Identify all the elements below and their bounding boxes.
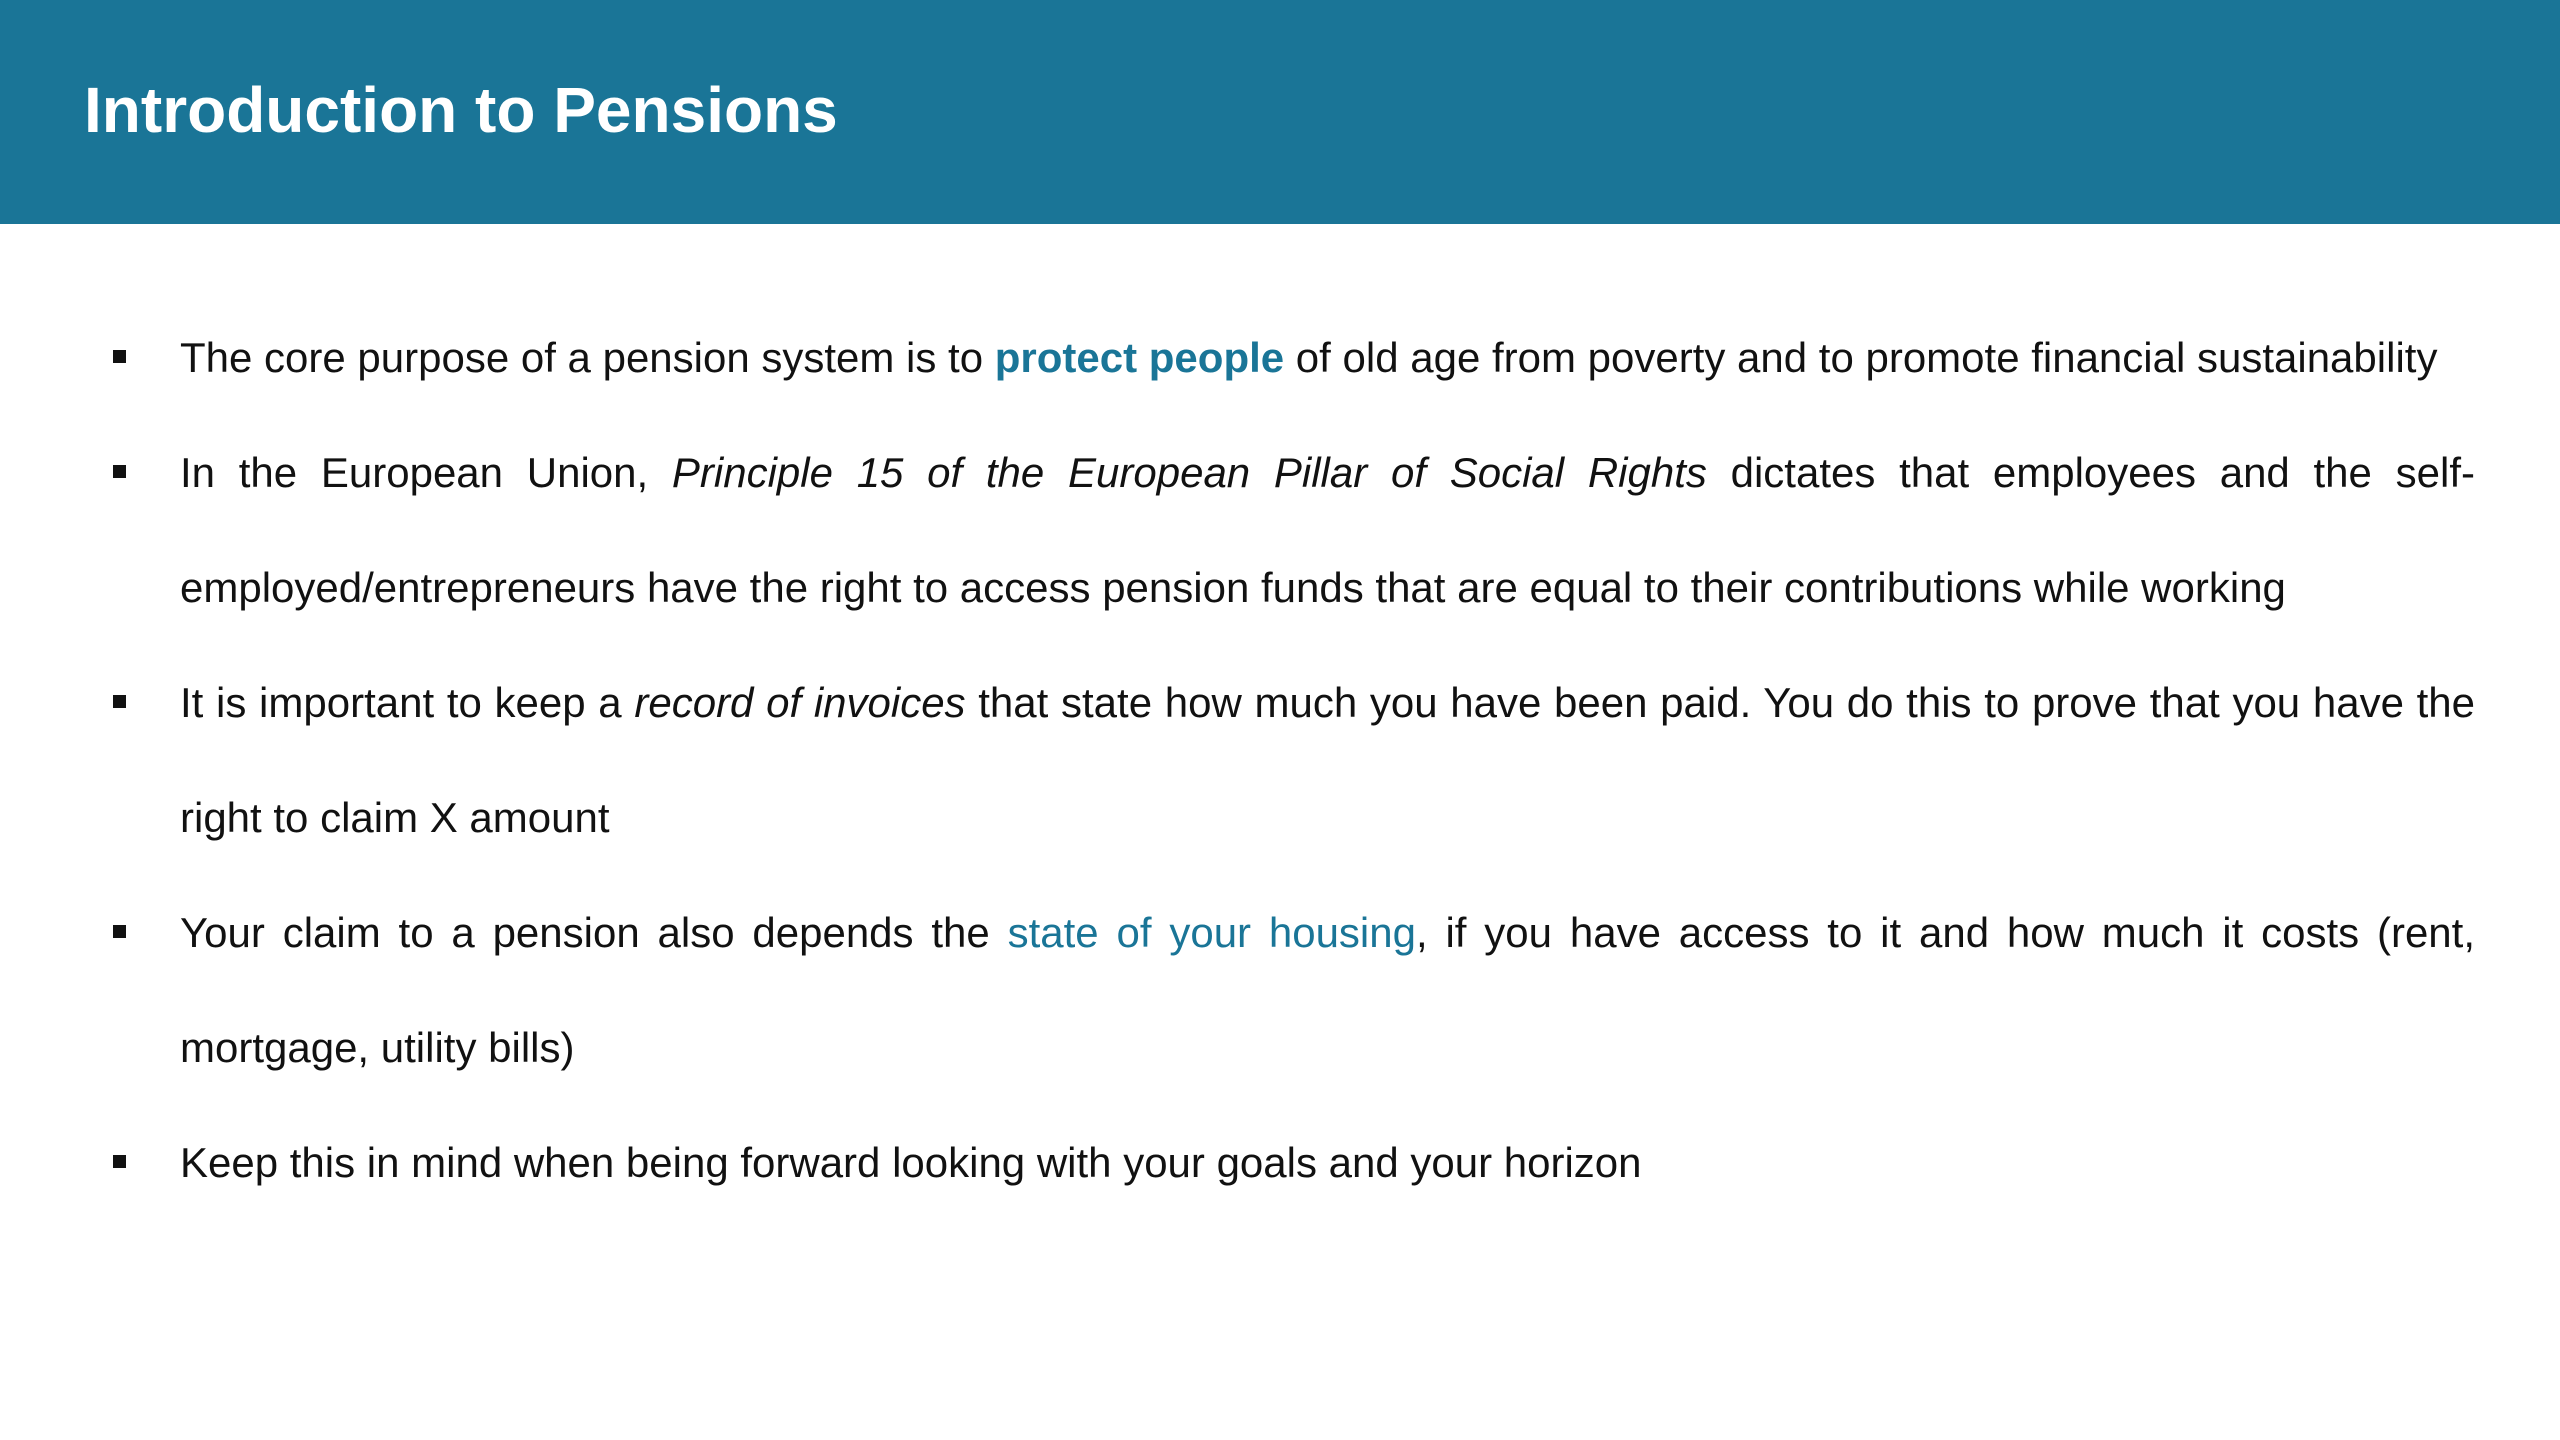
state-of-housing-link[interactable]: state of your housing [1007,909,1416,956]
bullet-text: , if you have access to it and how much it costs (rent, mortgage, utility bills) [180,909,2475,1071]
bullet-text: Keep this in mind when being forward looking with your goals and your horizon [180,1139,1642,1186]
bullet-list [110,300,2475,1220]
bullet-item-forward-looking [110,1105,2475,1220]
slide-title: Introduction to Pensions [84,74,838,146]
header-bar [0,0,2560,224]
protect-people-highlight: protect people [994,334,1285,381]
bullet-text: It is important to keep a [180,679,635,726]
square-bullet-icon [113,465,126,478]
square-bullet-icon [113,350,126,363]
bullet-text: The core purpose of a pension system is to [180,334,995,381]
bullet-item-invoices [110,645,2475,875]
record-of-invoices-italic: record of invoices [634,679,966,726]
square-bullet-icon [113,925,126,938]
square-bullet-icon [113,1155,126,1168]
bullet-item-core-purpose [110,300,2475,415]
bullet-text: that state how much you have been paid. You do this to prove that you have the right to claim X amount [180,679,2476,841]
bullet-item-eu-principle [110,415,2475,645]
bullet-text: dictates that employees and the self-employed/entrepreneurs have the right to access pension funds that are equal to their contributions while working [180,449,2475,611]
square-bullet-icon [113,695,126,708]
bullet-item-housing [110,875,2475,1105]
bullet-text: In the European Union, [180,449,672,496]
bullet-text: of old age from poverty and to promote financial sustainability [1284,334,2438,381]
principle-15-italic: Principle 15 of the European Pillar of Social Rights [671,449,1707,496]
bullet-text: Your claim to a pension also depends the [180,909,1008,956]
